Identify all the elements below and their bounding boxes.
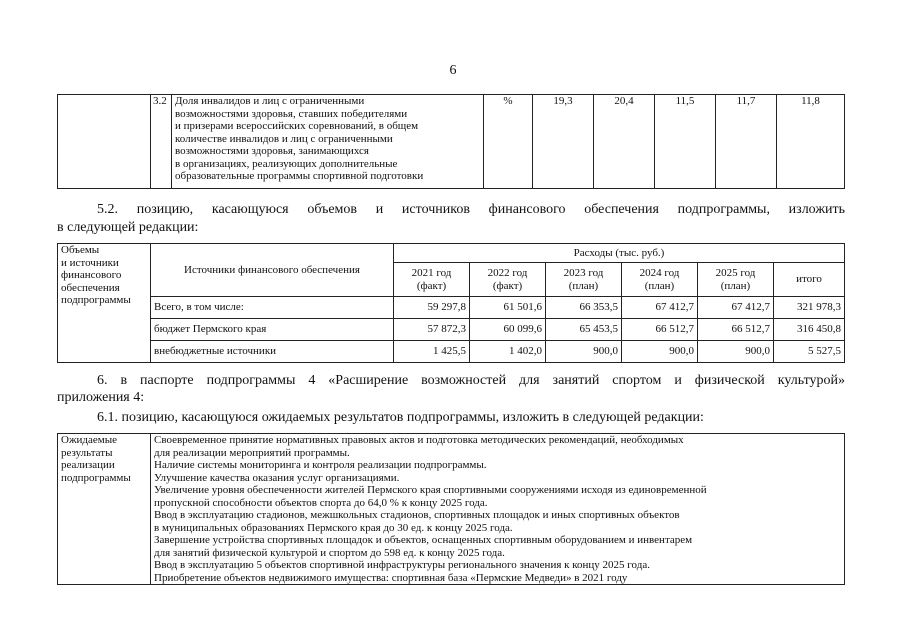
finance-cell: 1 425,5 [394,341,470,363]
page-number: 6 [449,63,457,78]
finance-cell: 67 412,7 [622,297,698,319]
finance-cell: 316 450,8 [774,319,845,341]
indicator-line: возможностями здоровья, ставших победителями [175,107,408,120]
results-table [57,433,845,585]
finance-cell: 67 412,7 [698,297,774,319]
results-line: в муниципальных образованиях Пермского края до 30 ед. к концу 2025 года. [154,521,513,534]
finance-row-name: внебюджетные источники [151,341,394,363]
indicator-unit: % [484,95,533,189]
finance-label-line: обеспечения [61,281,120,294]
finance-row-name: Всего, в том числе: [151,297,394,319]
indicator-value: 11,5 [655,95,716,189]
finance-cell: 321 978,3 [774,297,845,319]
finance-cell: 900,0 [698,341,774,363]
indicator-name [172,95,484,189]
year-header [546,263,622,297]
paragraph-6-line-1: 6. в паспорте подпрограммы 4 «Расширение возможностей для занятий спортом и физической культурой» [97,373,845,388]
year-header-kind: (план) [568,279,599,292]
finance-label-line: и источники [61,256,119,269]
results-line: Своевременное принятие нормативных правовых актов и подготовка методических рекомендаций, необходимых [154,434,684,446]
year-header [470,263,546,297]
finance-cell: 65 453,5 [546,319,622,341]
indicator-line: в организациях, реализующих дополнительные [175,157,398,170]
results-line: Ввод в эксплуатацию 5 объектов спортивной инфраструктуры регионального значения к концу 2025 года. [154,559,650,571]
year-header-year: 2022 год [487,267,528,279]
indicator-value: 19,3 [533,95,594,189]
paragraph-6-1: 6.1. позицию, касающуюся ожидаемых результатов подпрограммы, изложить в следующей редакции: [97,410,704,425]
finance-cell: 59 297,8 [394,297,470,319]
results-line: для реализации мероприятий программы. [154,446,350,459]
indicator-number: 3.2 [151,95,172,189]
paragraph-5-2-line-1: 5.2. позицию, касающуюся объемов и источников финансового обеспечения подпрограммы, изложить [97,202,845,217]
year-header-kind: (факт) [416,279,447,292]
results-line: Ввод в эксплуатацию стадионов, межшкольных стадионов, спортивных площадок и иных спортивных объектов [154,509,680,521]
finance-label [58,244,151,363]
year-header-kind: (план) [644,279,675,292]
finance-cell: 61 501,6 [470,297,546,319]
paragraph-6-line-2: приложения 4: [57,390,145,405]
results-label-line: результаты [61,446,113,459]
finance-cell: 900,0 [546,341,622,363]
results-label-line: Ожидаемые [61,434,118,446]
indicators-table [57,94,845,189]
year-header [394,263,470,297]
finance-cell: 66 512,7 [622,319,698,341]
results-label-line: подпрограммы [61,471,131,484]
paragraph-5-2-line-2: в следующей редакции: [57,220,199,235]
results-line: Увеличение уровня обеспеченности жителей Пермского края спортивными сооружениями исходя из единовременной [154,484,707,496]
finance-label-line: Объемы [61,244,100,256]
year-header-kind: (факт) [492,279,523,292]
total-header: итого [774,263,845,297]
year-header-year: 2023 год [563,267,604,279]
finance-cell: 66 353,5 [546,297,622,319]
finance-cell: 57 872,3 [394,319,470,341]
year-header-year: 2021 год [411,267,452,279]
results-label [58,434,151,585]
results-line: Завершение устройства спортивных площадок и объектов, оснащенных спортивным оборудованием и инвентарем [154,534,693,546]
indicator-line: образовательные программы спортивной подготовки [175,170,424,182]
finance-cell: 5 527,5 [774,341,845,363]
results-line: Приобретение объектов недвижимого имущества: спортивная база «Пермские Медведи» в 2021 году [154,571,628,584]
sources-header: Источники финансового обеспечения [151,244,394,297]
finance-label-line: подпрограммы [61,294,131,306]
indicator-value: 11,7 [716,95,777,189]
finance-row-name: бюджет Пермского края [151,319,394,341]
indicator-line: количестве инвалидов и лиц с ограниченными [175,132,393,145]
year-header-year: 2024 год [639,267,680,279]
indicator-line: и призерами всероссийских соревнований, в общем [175,120,419,132]
expenses-header: Расходы (тыс. руб.) [394,244,845,263]
results-text [151,434,845,585]
indicator-line: Доля инвалидов и лиц с ограниченными [175,95,365,107]
finance-cell: 1 402,0 [470,341,546,363]
results-line: пропускной способности объектов спорта до 64,0 % к концу 2025 года. [154,496,488,509]
empty-cell [58,95,151,189]
results-line: для занятий физической культурой и спортом до 598 ед. к концу 2025 года. [154,546,505,559]
results-line: Улучшение качества оказания услуг организациями. [154,471,400,484]
finance-cell: 60 099,6 [470,319,546,341]
indicator-value: 11,8 [777,95,845,189]
year-header [622,263,698,297]
results-line: Наличие системы мониторинга и контроля реализации подпрограммы. [154,459,487,471]
finance-label-line: финансового [61,269,122,281]
results-label-line: реализации [61,459,115,471]
year-header-kind: (план) [720,279,751,292]
indicator-line: возможностями здоровья, занимающихся [175,145,369,157]
year-header [698,263,774,297]
year-header-year: 2025 год [715,267,756,279]
finance-cell: 66 512,7 [698,319,774,341]
finance-table [57,243,845,363]
finance-cell: 900,0 [622,341,698,363]
indicator-value: 20,4 [594,95,655,189]
